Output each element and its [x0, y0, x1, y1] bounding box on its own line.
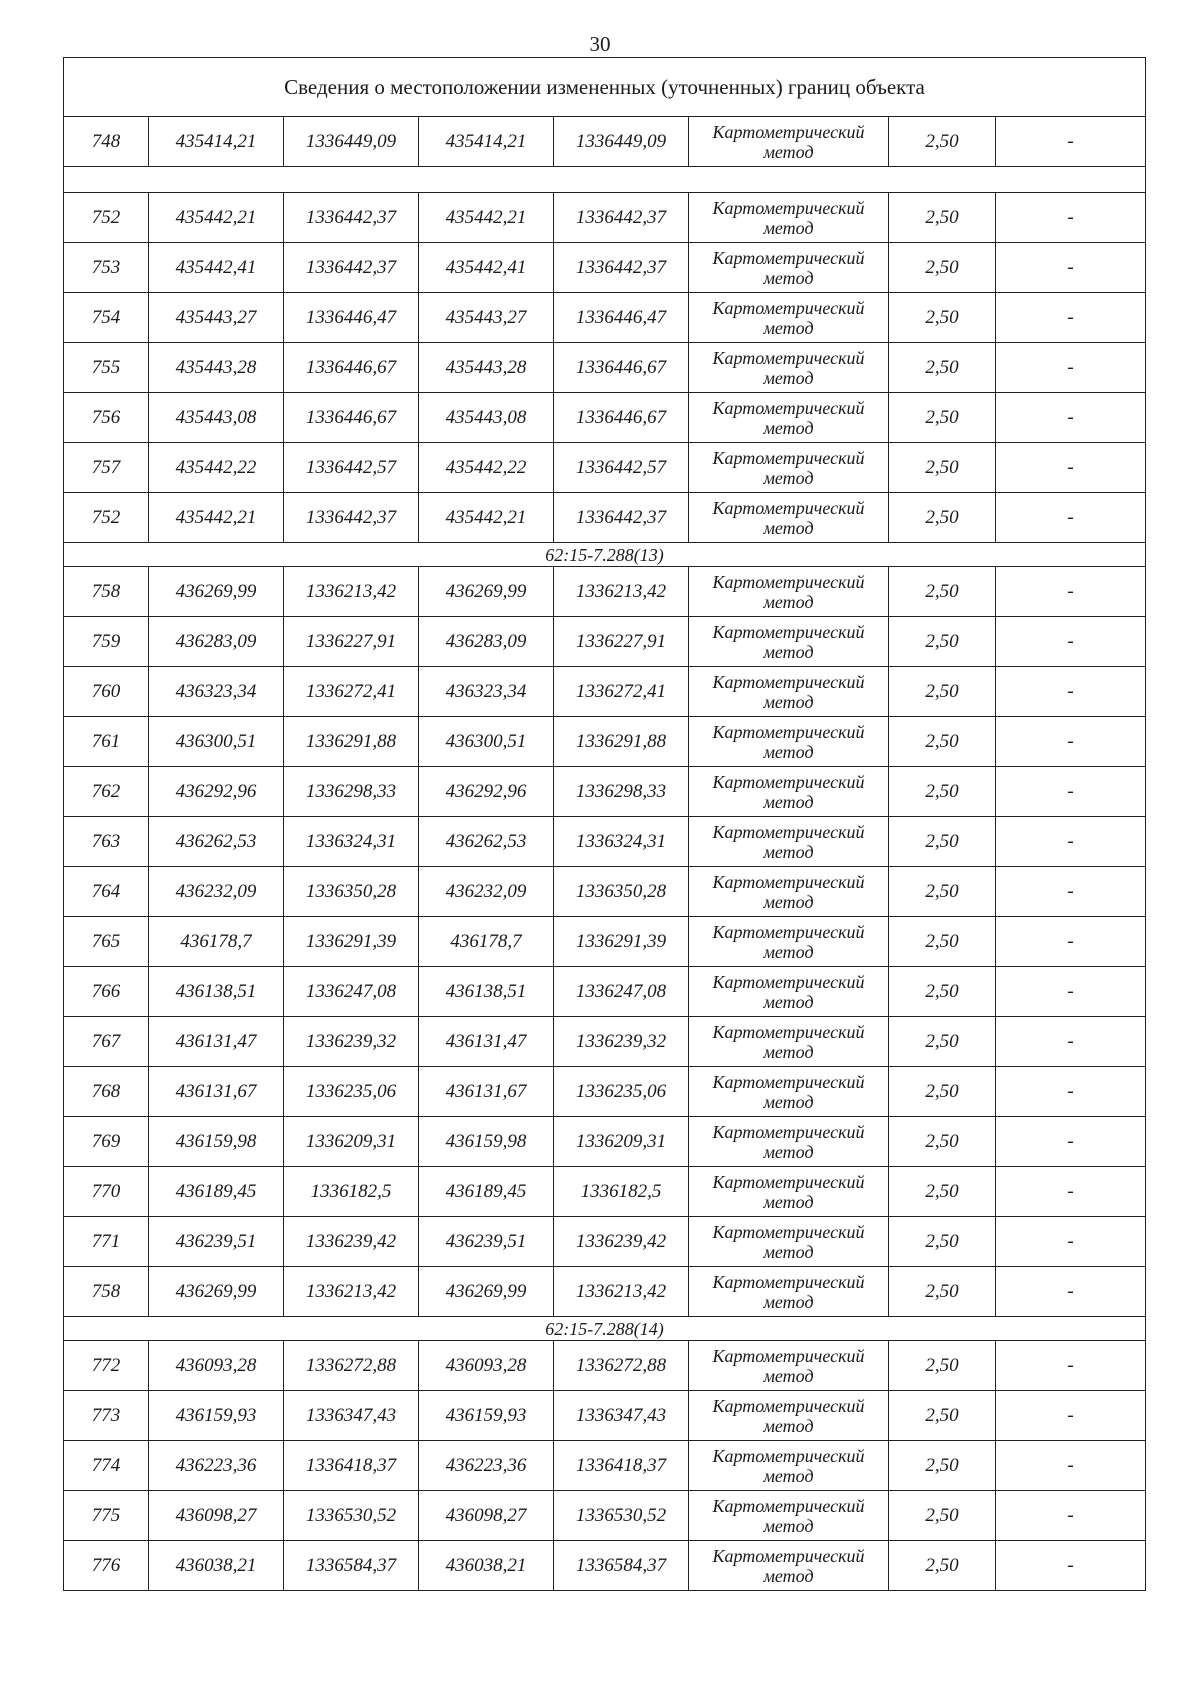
table-row — [64, 1017, 1146, 1067]
x-old-cell: 436131,47 — [149, 1017, 284, 1067]
method-cell: Картометрический метод — [689, 617, 889, 667]
x-old-cell: 436269,99 — [149, 1267, 284, 1317]
method-cell: Картометрический метод — [689, 343, 889, 393]
y-new-cell: 1336446,67 — [554, 343, 689, 393]
y-new-cell: 1336182,5 — [554, 1167, 689, 1217]
x-new-cell: 436178,7 — [419, 917, 554, 967]
point-number-cell: 756 — [64, 393, 149, 443]
note-cell: - — [996, 443, 1146, 493]
method-cell: Картометрический метод — [689, 1341, 889, 1391]
point-number-cell: 766 — [64, 967, 149, 1017]
table-row — [64, 867, 1146, 917]
x-new-cell: 436093,28 — [419, 1341, 554, 1391]
y-old-cell: 1336324,31 — [284, 817, 419, 867]
table-row — [64, 443, 1146, 493]
x-old-cell: 436138,51 — [149, 967, 284, 1017]
point-number-cell: 752 — [64, 493, 149, 543]
y-old-cell: 1336442,37 — [284, 243, 419, 293]
accuracy-cell: 2,50 — [889, 667, 996, 717]
accuracy-cell: 2,50 — [889, 117, 996, 167]
point-number-cell: 763 — [64, 817, 149, 867]
table-row — [64, 1167, 1146, 1217]
y-new-cell: 1336209,31 — [554, 1117, 689, 1167]
x-new-cell: 435442,41 — [419, 243, 554, 293]
point-number-cell: 769 — [64, 1117, 149, 1167]
x-new-cell: 435442,21 — [419, 493, 554, 543]
method-cell: Картометрический метод — [689, 1441, 889, 1491]
x-new-cell: 435442,22 — [419, 443, 554, 493]
table-row — [64, 1541, 1146, 1591]
point-number-cell: 762 — [64, 767, 149, 817]
y-old-cell: 1336182,5 — [284, 1167, 419, 1217]
x-old-cell: 436262,53 — [149, 817, 284, 867]
table-row — [64, 293, 1146, 343]
accuracy-cell: 2,50 — [889, 343, 996, 393]
y-old-cell: 1336291,88 — [284, 717, 419, 767]
x-old-cell: 436292,96 — [149, 767, 284, 817]
point-number-cell: 755 — [64, 343, 149, 393]
y-old-cell: 1336446,47 — [284, 293, 419, 343]
x-new-cell: 436131,67 — [419, 1067, 554, 1117]
accuracy-cell: 2,50 — [889, 1441, 996, 1491]
method-cell: Картометрический метод — [689, 293, 889, 343]
accuracy-cell: 2,50 — [889, 917, 996, 967]
x-old-cell: 435442,22 — [149, 443, 284, 493]
accuracy-cell: 2,50 — [889, 767, 996, 817]
point-number-cell: 774 — [64, 1441, 149, 1491]
accuracy-cell: 2,50 — [889, 717, 996, 767]
table-row — [64, 567, 1146, 617]
y-new-cell: 1336442,37 — [554, 193, 689, 243]
point-number-cell: 752 — [64, 193, 149, 243]
accuracy-cell: 2,50 — [889, 193, 996, 243]
note-cell: - — [996, 1391, 1146, 1441]
x-old-cell: 436159,93 — [149, 1391, 284, 1441]
y-old-cell: 1336442,37 — [284, 493, 419, 543]
method-cell: Картометрический метод — [689, 917, 889, 967]
accuracy-cell: 2,50 — [889, 1167, 996, 1217]
table-row — [64, 1267, 1146, 1317]
x-new-cell: 436098,27 — [419, 1491, 554, 1541]
method-cell: Картометрический метод — [689, 567, 889, 617]
section-label: 62:15-7.288(14) — [64, 1317, 1146, 1341]
x-new-cell: 436038,21 — [419, 1541, 554, 1591]
section-spacer-row — [64, 167, 1146, 193]
y-new-cell: 1336446,67 — [554, 393, 689, 443]
method-cell: Картометрический метод — [689, 767, 889, 817]
x-old-cell: 435443,08 — [149, 393, 284, 443]
y-new-cell: 1336530,52 — [554, 1491, 689, 1541]
note-cell: - — [996, 567, 1146, 617]
table-title-row — [64, 58, 1146, 117]
table-row — [64, 1491, 1146, 1541]
x-old-cell: 436283,09 — [149, 617, 284, 667]
section-label — [64, 167, 1146, 193]
y-old-cell: 1336442,57 — [284, 443, 419, 493]
y-old-cell: 1336418,37 — [284, 1441, 419, 1491]
y-old-cell: 1336584,37 — [284, 1541, 419, 1591]
table-row — [64, 1441, 1146, 1491]
x-old-cell: 436189,45 — [149, 1167, 284, 1217]
note-cell: - — [996, 117, 1146, 167]
note-cell: - — [996, 667, 1146, 717]
y-old-cell: 1336272,88 — [284, 1341, 419, 1391]
accuracy-cell: 2,50 — [889, 1541, 996, 1591]
method-cell: Картометрический метод — [689, 1391, 889, 1441]
point-number-cell: 754 — [64, 293, 149, 343]
y-old-cell: 1336247,08 — [284, 967, 419, 1017]
accuracy-cell: 2,50 — [889, 243, 996, 293]
x-new-cell: 436223,36 — [419, 1441, 554, 1491]
x-old-cell: 436131,67 — [149, 1067, 284, 1117]
point-number-cell: 758 — [64, 1267, 149, 1317]
section-header-row — [64, 543, 1146, 567]
table-row — [64, 1067, 1146, 1117]
accuracy-cell: 2,50 — [889, 967, 996, 1017]
method-cell: Картометрический метод — [689, 1267, 889, 1317]
accuracy-cell: 2,50 — [889, 567, 996, 617]
y-new-cell: 1336298,33 — [554, 767, 689, 817]
x-new-cell: 435443,27 — [419, 293, 554, 343]
table-row — [64, 1217, 1146, 1267]
x-new-cell: 436232,09 — [419, 867, 554, 917]
note-cell: - — [996, 967, 1146, 1017]
page-number: 30 — [589, 32, 611, 56]
point-number-cell: 759 — [64, 617, 149, 667]
y-old-cell: 1336449,09 — [284, 117, 419, 167]
note-cell: - — [996, 193, 1146, 243]
x-new-cell: 435414,21 — [419, 117, 554, 167]
accuracy-cell: 2,50 — [889, 1217, 996, 1267]
y-old-cell: 1336213,42 — [284, 567, 419, 617]
x-new-cell: 436189,45 — [419, 1167, 554, 1217]
table-row — [64, 817, 1146, 867]
point-number-cell: 770 — [64, 1167, 149, 1217]
accuracy-cell: 2,50 — [889, 293, 996, 343]
x-old-cell: 436300,51 — [149, 717, 284, 767]
y-new-cell: 1336442,37 — [554, 493, 689, 543]
method-cell: Картометрический метод — [689, 393, 889, 443]
note-cell: - — [996, 867, 1146, 917]
x-new-cell: 435443,28 — [419, 343, 554, 393]
x-old-cell: 436323,34 — [149, 667, 284, 717]
method-cell: Картометрический метод — [689, 817, 889, 867]
method-cell: Картометрический метод — [689, 967, 889, 1017]
y-old-cell: 1336235,06 — [284, 1067, 419, 1117]
y-old-cell: 1336350,28 — [284, 867, 419, 917]
y-old-cell: 1336446,67 — [284, 393, 419, 443]
note-cell: - — [996, 343, 1146, 393]
point-number-cell: 776 — [64, 1541, 149, 1591]
y-old-cell: 1336530,52 — [284, 1491, 419, 1541]
point-number-cell: 772 — [64, 1341, 149, 1391]
x-new-cell: 436283,09 — [419, 617, 554, 667]
x-old-cell: 435414,21 — [149, 117, 284, 167]
table-row — [64, 617, 1146, 667]
point-number-cell: 764 — [64, 867, 149, 917]
note-cell: - — [996, 767, 1146, 817]
section-header-row — [64, 1317, 1146, 1341]
note-cell: - — [996, 717, 1146, 767]
table-row — [64, 493, 1146, 543]
boundary-coordinates-table — [63, 57, 1146, 1591]
x-new-cell: 436138,51 — [419, 967, 554, 1017]
method-cell: Картометрический метод — [689, 667, 889, 717]
method-cell: Картометрический метод — [689, 193, 889, 243]
section-label: 62:15-7.288(13) — [64, 543, 1146, 567]
note-cell: - — [996, 1267, 1146, 1317]
method-cell: Картометрический метод — [689, 243, 889, 293]
x-new-cell: 435443,08 — [419, 393, 554, 443]
method-cell: Картометрический метод — [689, 1017, 889, 1067]
x-new-cell: 436269,99 — [419, 1267, 554, 1317]
y-new-cell: 1336446,47 — [554, 293, 689, 343]
table-row — [64, 917, 1146, 967]
point-number-cell: 757 — [64, 443, 149, 493]
point-number-cell: 761 — [64, 717, 149, 767]
table-title: Сведения о местоположении измененных (уточненных) границ объекта — [64, 58, 1146, 117]
y-old-cell: 1336446,67 — [284, 343, 419, 393]
y-old-cell: 1336209,31 — [284, 1117, 419, 1167]
y-old-cell: 1336239,42 — [284, 1217, 419, 1267]
y-new-cell: 1336227,91 — [554, 617, 689, 667]
y-new-cell: 1336213,42 — [554, 567, 689, 617]
x-old-cell: 435443,27 — [149, 293, 284, 343]
x-old-cell: 436093,28 — [149, 1341, 284, 1391]
y-new-cell: 1336584,37 — [554, 1541, 689, 1591]
y-new-cell: 1336213,42 — [554, 1267, 689, 1317]
x-old-cell: 436223,36 — [149, 1441, 284, 1491]
x-new-cell: 436323,34 — [419, 667, 554, 717]
y-new-cell: 1336442,57 — [554, 443, 689, 493]
y-old-cell: 1336213,42 — [284, 1267, 419, 1317]
accuracy-cell: 2,50 — [889, 493, 996, 543]
x-old-cell: 436098,27 — [149, 1491, 284, 1541]
note-cell: - — [996, 393, 1146, 443]
y-new-cell: 1336347,43 — [554, 1391, 689, 1441]
y-old-cell: 1336442,37 — [284, 193, 419, 243]
point-number-cell: 773 — [64, 1391, 149, 1441]
accuracy-cell: 2,50 — [889, 1067, 996, 1117]
accuracy-cell: 2,50 — [889, 817, 996, 867]
x-old-cell: 435442,21 — [149, 493, 284, 543]
table-row — [64, 393, 1146, 443]
table-row — [64, 967, 1146, 1017]
point-number-cell: 767 — [64, 1017, 149, 1067]
y-old-cell: 1336347,43 — [284, 1391, 419, 1441]
note-cell: - — [996, 1017, 1146, 1067]
note-cell: - — [996, 1341, 1146, 1391]
x-new-cell: 436131,47 — [419, 1017, 554, 1067]
accuracy-cell: 2,50 — [889, 443, 996, 493]
table-row — [64, 667, 1146, 717]
accuracy-cell: 2,50 — [889, 867, 996, 917]
table-row — [64, 1117, 1146, 1167]
y-new-cell: 1336442,37 — [554, 243, 689, 293]
y-new-cell: 1336291,39 — [554, 917, 689, 967]
y-new-cell: 1336235,06 — [554, 1067, 689, 1117]
note-cell: - — [996, 917, 1146, 967]
accuracy-cell: 2,50 — [889, 1391, 996, 1441]
y-old-cell: 1336239,32 — [284, 1017, 419, 1067]
x-old-cell: 435442,21 — [149, 193, 284, 243]
x-old-cell: 436239,51 — [149, 1217, 284, 1267]
accuracy-cell: 2,50 — [889, 1491, 996, 1541]
point-number-cell: 753 — [64, 243, 149, 293]
y-old-cell: 1336291,39 — [284, 917, 419, 967]
y-old-cell: 1336227,91 — [284, 617, 419, 667]
y-new-cell: 1336350,28 — [554, 867, 689, 917]
y-new-cell: 1336449,09 — [554, 117, 689, 167]
x-new-cell: 436159,98 — [419, 1117, 554, 1167]
x-old-cell: 435443,28 — [149, 343, 284, 393]
x-old-cell: 436038,21 — [149, 1541, 284, 1591]
note-cell: - — [996, 1217, 1146, 1267]
x-old-cell: 436232,09 — [149, 867, 284, 917]
table-row — [64, 767, 1146, 817]
method-cell: Картометрический метод — [689, 1217, 889, 1267]
point-number-cell: 760 — [64, 667, 149, 717]
accuracy-cell: 2,50 — [889, 1017, 996, 1067]
method-cell: Картометрический метод — [689, 717, 889, 767]
accuracy-cell: 2,50 — [889, 1341, 996, 1391]
x-new-cell: 436269,99 — [419, 567, 554, 617]
accuracy-cell: 2,50 — [889, 617, 996, 667]
table-row — [64, 117, 1146, 167]
x-old-cell: 436178,7 — [149, 917, 284, 967]
point-number-cell: 775 — [64, 1491, 149, 1541]
accuracy-cell: 2,50 — [889, 1267, 996, 1317]
note-cell: - — [996, 617, 1146, 667]
x-new-cell: 435442,21 — [419, 193, 554, 243]
y-new-cell: 1336324,31 — [554, 817, 689, 867]
method-cell: Картометрический метод — [689, 1167, 889, 1217]
y-new-cell: 1336272,41 — [554, 667, 689, 717]
point-number-cell: 765 — [64, 917, 149, 967]
x-new-cell: 436300,51 — [419, 717, 554, 767]
x-new-cell: 436262,53 — [419, 817, 554, 867]
method-cell: Картометрический метод — [689, 1541, 889, 1591]
accuracy-cell: 2,50 — [889, 393, 996, 443]
x-new-cell: 436159,93 — [419, 1391, 554, 1441]
method-cell: Картометрический метод — [689, 1117, 889, 1167]
table-row — [64, 193, 1146, 243]
note-cell: - — [996, 493, 1146, 543]
note-cell: - — [996, 1167, 1146, 1217]
y-new-cell: 1336272,88 — [554, 1341, 689, 1391]
note-cell: - — [996, 1541, 1146, 1591]
x-old-cell: 435442,41 — [149, 243, 284, 293]
x-old-cell: 436159,98 — [149, 1117, 284, 1167]
point-number-cell: 758 — [64, 567, 149, 617]
point-number-cell: 748 — [64, 117, 149, 167]
y-new-cell: 1336239,32 — [554, 1017, 689, 1067]
y-old-cell: 1336272,41 — [284, 667, 419, 717]
table-row — [64, 1341, 1146, 1391]
x-new-cell: 436239,51 — [419, 1217, 554, 1267]
note-cell: - — [996, 817, 1146, 867]
accuracy-cell: 2,50 — [889, 1117, 996, 1167]
note-cell: - — [996, 1067, 1146, 1117]
note-cell: - — [996, 1491, 1146, 1541]
y-new-cell: 1336291,88 — [554, 717, 689, 767]
y-new-cell: 1336239,42 — [554, 1217, 689, 1267]
note-cell: - — [996, 1117, 1146, 1167]
method-cell: Картометрический метод — [689, 117, 889, 167]
method-cell: Картометрический метод — [689, 867, 889, 917]
table-row — [64, 717, 1146, 767]
x-new-cell: 436292,96 — [419, 767, 554, 817]
method-cell: Картометрический метод — [689, 1067, 889, 1117]
table-row — [64, 1391, 1146, 1441]
x-old-cell: 436269,99 — [149, 567, 284, 617]
method-cell: Картометрический метод — [689, 493, 889, 543]
point-number-cell: 771 — [64, 1217, 149, 1267]
y-new-cell: 1336418,37 — [554, 1441, 689, 1491]
point-number-cell: 768 — [64, 1067, 149, 1117]
note-cell: - — [996, 1441, 1146, 1491]
y-new-cell: 1336247,08 — [554, 967, 689, 1017]
table-row — [64, 343, 1146, 393]
note-cell: - — [996, 243, 1146, 293]
method-cell: Картометрический метод — [689, 1491, 889, 1541]
table-row — [64, 243, 1146, 293]
note-cell: - — [996, 293, 1146, 343]
method-cell: Картометрический метод — [689, 443, 889, 493]
y-old-cell: 1336298,33 — [284, 767, 419, 817]
